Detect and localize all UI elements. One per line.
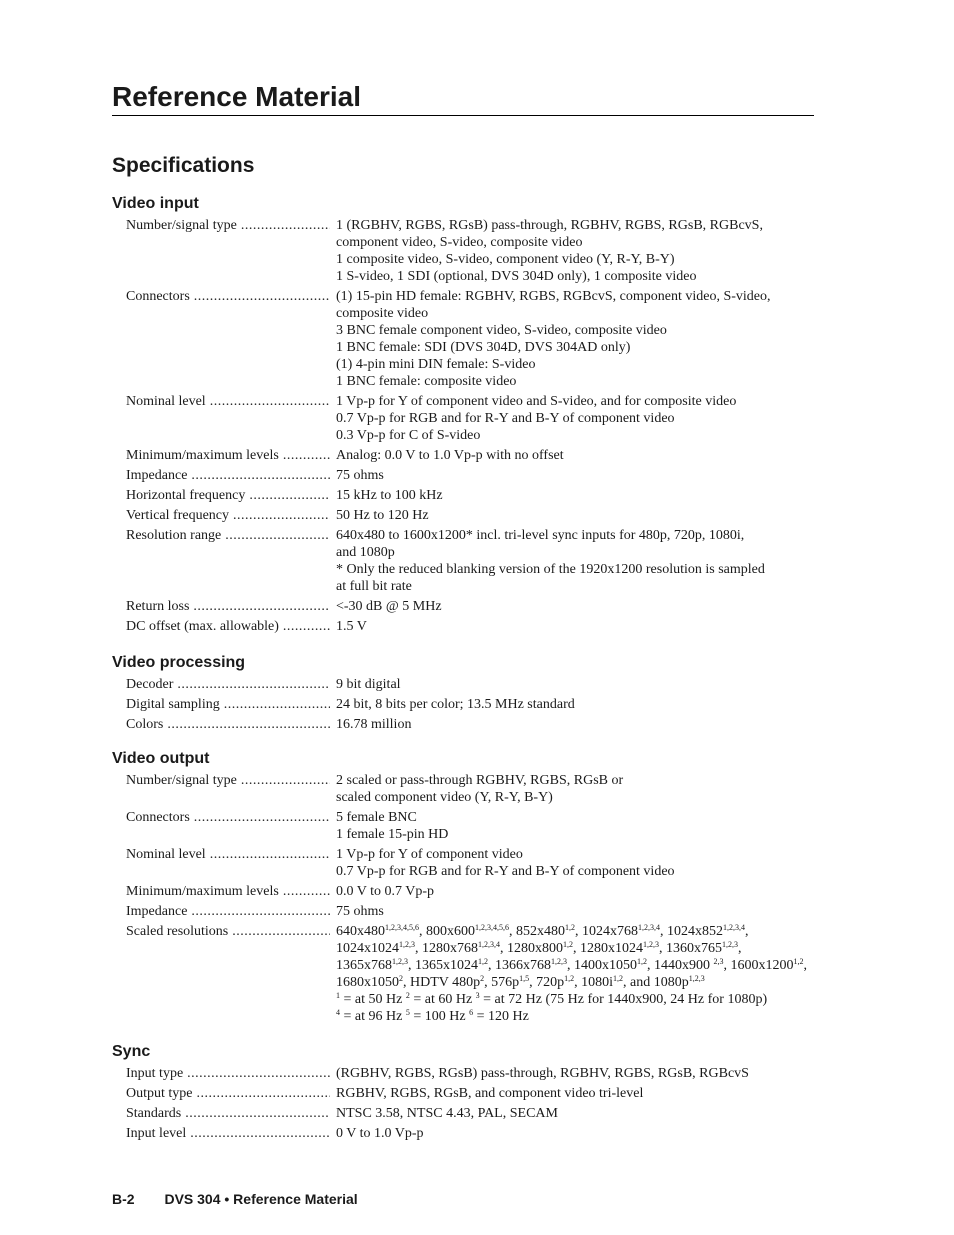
footnote-ref: 6 [469, 1008, 474, 1017]
spec-value [336, 393, 816, 444]
footnote-ref: 1,2 [793, 957, 804, 966]
resolution-text: = at 96 Hz [340, 1009, 406, 1024]
spec-value [336, 618, 816, 635]
spec-label: Impedance ..... [126, 903, 330, 920]
spec-value [336, 487, 816, 504]
spec-label: Nominal level ..... [126, 393, 330, 444]
footnote-ref: 1,2 [613, 974, 624, 983]
spec-value-line: * Only the reduced blanking version of the 1920x1200 resolution is sampled [336, 562, 765, 577]
footnote-ref: 5 [405, 1008, 410, 1017]
spec-value-line: 9 bit digital [336, 677, 401, 692]
footnote-ref: 3 [475, 991, 480, 1000]
spec-value-line: (1) 4-pin mini DIN female: S-video [336, 357, 536, 372]
spec-value [336, 527, 816, 595]
spec-row [126, 467, 816, 484]
spec-value [336, 1105, 816, 1122]
spec-row [126, 696, 816, 713]
spec-value-line: 1 BNC female: composite video [336, 374, 517, 389]
page-number: B-2 [112, 1191, 135, 1207]
scaled-resolution-line [336, 1008, 816, 1025]
footnote-ref: 1,2,3 [399, 940, 415, 949]
resolution-text: , and 1080p [623, 975, 689, 990]
sync-heading: Sync [112, 1043, 151, 1060]
spec-row [126, 507, 816, 524]
spec-value [336, 467, 816, 484]
spec-value-line: 640x480 to 1600x1200* incl. tri-level sync inputs for 480p, 720p, 1080i, [336, 528, 745, 543]
spec-value-line: 15 kHz to 100 kHz [336, 488, 443, 503]
resolution-text: , 1024x852 [660, 924, 723, 939]
spec-label: Decoder ..... [126, 676, 330, 693]
spec-value-line: 75 ohms [336, 468, 384, 483]
sync-list [126, 1065, 816, 1145]
scaled-resolution-line [336, 923, 816, 940]
spec-row [126, 809, 816, 843]
spec-row [126, 393, 816, 444]
spec-label: Output type ..... [126, 1085, 330, 1102]
footnote-ref: 1,2,3 [392, 957, 408, 966]
resolution-text: , 1360x765 [659, 941, 722, 956]
spec-row [126, 716, 816, 733]
spec-row [126, 903, 816, 920]
spec-value-line: 1 female 15-pin HD [336, 827, 449, 842]
spec-value-line: 3 BNC female component video, S-video, composite video [336, 323, 667, 338]
footnote-ref: 1,2,3,4,5,6 [475, 923, 509, 932]
spec-value-line: 50 Hz to 120 Hz [336, 508, 429, 523]
footnote-ref: 2 [405, 991, 410, 1000]
resolution-text: , 1280x768 [415, 941, 478, 956]
resolution-text: , 1400x1050 [567, 958, 637, 973]
footnote-ref: 1,2,3 [688, 974, 705, 983]
spec-value [336, 923, 816, 1025]
footnote-ref: 1,2,3 [722, 940, 738, 949]
scaled-resolution-line [336, 991, 816, 1008]
spec-row [126, 217, 816, 285]
footnote-ref: 1,2 [565, 923, 575, 932]
footnote-ref: 1,2,3,4 [723, 923, 745, 932]
resolution-text: 1024x1024 [336, 941, 399, 956]
spec-value [336, 288, 816, 390]
spec-value-line: scaled component video (Y, R-Y, B-Y) [336, 790, 553, 805]
spec-label: Number/signal type ..... [126, 217, 330, 285]
footnote-ref: 1,2,3,4 [478, 940, 500, 949]
footnote-ref: 1,2,3 [643, 940, 659, 949]
spec-row [126, 288, 816, 390]
spec-value-line: RGBHV, RGBS, RGsB, and component video tri-level [336, 1086, 644, 1101]
spec-value-line: 5 female BNC [336, 810, 417, 825]
footnote-ref: 1,2 [564, 974, 575, 983]
video-output-list [126, 772, 816, 1028]
spec-row [126, 487, 816, 504]
spec-value-line: 0.3 Vp-p for C of S-video [336, 428, 481, 443]
spec-value [336, 809, 816, 843]
spec-value-line: 75 ohms [336, 904, 384, 919]
spec-row [126, 846, 816, 880]
resolution-text: , [803, 958, 807, 973]
spec-value-line: 2 scaled or pass-through RGBHV, RGBS, RGsB or [336, 773, 624, 788]
spec-label: Input type ..... [126, 1065, 330, 1082]
resolution-text: 640x480 [336, 924, 385, 939]
spec-value-line: <-30 dB @ 5 MHz [336, 599, 442, 614]
video-input-list [126, 217, 816, 638]
spec-value-line: 24 bit, 8 bits per color; 13.5 MHz standard [336, 697, 575, 712]
footnote-ref: 1,2,3 [551, 957, 567, 966]
spec-label: Scaled resolutions ..... [126, 923, 330, 1025]
spec-value [336, 676, 816, 693]
footnote-ref: 1,2,3,4 [638, 923, 660, 932]
footnote-ref: 1 [336, 991, 340, 1000]
spec-value [336, 716, 816, 733]
resolution-text: , 1080i [574, 975, 614, 990]
spec-value-line: 1 composite video, S-video, component video (Y, R-Y, B-Y) [336, 252, 675, 267]
spec-value-line: 1 Vp-p for Y of component video [336, 847, 523, 862]
spec-row [126, 883, 816, 900]
footnote-ref: 2,3 [713, 957, 724, 966]
resolution-text: = 100 Hz [409, 1009, 470, 1024]
spec-value-line: Analog: 0.0 V to 1.0 Vp-p with no offset [336, 448, 564, 463]
spec-label: Horizontal frequency ..... [126, 487, 330, 504]
spec-row [126, 527, 816, 595]
spec-value-line: 1 Vp-p for Y of component video and S-video, and for composite video [336, 394, 737, 409]
resolution-text: , 1365x1024 [408, 958, 478, 973]
video-output-heading: Video output [112, 750, 210, 767]
spec-label: Minimum/maximum levels ..... [126, 883, 330, 900]
spec-row [126, 1085, 816, 1102]
spec-label: Number/signal type ..... [126, 772, 330, 806]
spec-value-line: component video, S-video, composite video [336, 235, 583, 250]
spec-value [336, 903, 816, 920]
video-input-heading: Video input [112, 195, 199, 212]
spec-row [126, 772, 816, 806]
resolution-text: , 1024x768 [575, 924, 638, 939]
spec-row [126, 1105, 816, 1122]
spec-label: Return loss ..... [126, 598, 330, 615]
spec-value-line: 1 S-video, 1 SDI (optional, DVS 304D only), 1 composite video [336, 269, 697, 284]
spec-label: Nominal level ..... [126, 846, 330, 880]
spec-value-line: 0.7 Vp-p for RGB and for R-Y and B-Y of component video [336, 411, 675, 426]
spec-value [336, 1125, 816, 1142]
spec-value-line: 1 (RGBHV, RGBS, RGsB) pass-through, RGBHV, RGBS, RGsB, RGBcvS, [336, 218, 763, 233]
spec-label: Input level ..... [126, 1125, 330, 1142]
resolution-text: 1680x1050 [336, 975, 399, 990]
spec-value [336, 217, 816, 285]
spec-value-line: 16.78 million [336, 717, 412, 732]
spec-value-line: 0.0 V to 0.7 Vp-p [336, 884, 435, 899]
spec-row [126, 1065, 816, 1082]
video-processing-heading: Video processing [112, 654, 246, 671]
spec-value [336, 846, 816, 880]
spec-value [336, 447, 816, 464]
footnote-ref: 1,5 [519, 974, 530, 983]
spec-value-line: 1 BNC female: SDI (DVS 304D, DVS 304AD only) [336, 340, 631, 355]
spec-label: Connectors ..... [126, 809, 330, 843]
spec-value [336, 598, 816, 615]
resolution-text: , 1280x800 [500, 941, 563, 956]
spec-value [336, 1065, 816, 1082]
resolution-text: 1365x768 [336, 958, 392, 973]
scaled-resolution-line [336, 940, 816, 957]
resolution-text: = at 50 Hz [340, 992, 406, 1007]
spec-label: Digital sampling ..... [126, 696, 330, 713]
spec-value-line: (1) 15-pin HD female: RGBHV, RGBS, RGBcvS, component video, S-video, [336, 289, 771, 304]
spec-value-line: and 1080p [336, 545, 395, 560]
spec-row [126, 598, 816, 615]
spec-value-line: 0.7 Vp-p for RGB and for R-Y and B-Y of component video [336, 864, 675, 879]
footnote-ref: 2 [480, 974, 485, 983]
spec-value [336, 883, 816, 900]
resolution-text: , [745, 924, 749, 939]
video-processing-list [126, 676, 816, 736]
footnote-ref: 1,2,3,4,5,6 [385, 923, 419, 932]
spec-value [336, 507, 816, 524]
spec-label: Impedance ..... [126, 467, 330, 484]
footnote-ref: 4 [336, 1008, 340, 1017]
resolution-text: , 1600x1200 [723, 958, 794, 973]
spec-label: Vertical frequency ..... [126, 507, 330, 524]
scaled-resolution-line [336, 957, 816, 974]
resolution-text: = 120 Hz [473, 1009, 529, 1024]
spec-row-scaled-resolutions [126, 923, 816, 1025]
spec-value-line: 1.5 V [336, 619, 367, 634]
page-footer [112, 1190, 358, 1208]
spec-value [336, 1085, 816, 1102]
footnote-ref: 1,2 [563, 940, 573, 949]
spec-value-line: (RGBHV, RGBS, RGsB) pass-through, RGBHV, RGBS, RGsB, RGBcvS [336, 1066, 749, 1081]
resolution-text: = at 60 Hz [409, 992, 476, 1007]
spec-value-line: NTSC 3.58, NTSC 4.43, PAL, SECAM [336, 1106, 558, 1121]
spec-value [336, 696, 816, 713]
spec-label: DC offset (max. allowable) ..... [126, 618, 330, 635]
section-title: Specifications [112, 154, 255, 177]
footer-doc-title: DVS 304 • Reference Material [164, 1191, 358, 1207]
resolution-text: , 800x600 [419, 924, 475, 939]
spec-label: Resolution range ..... [126, 527, 330, 595]
resolution-text: , 1366x768 [488, 958, 551, 973]
resolution-text: , HDTV 480p [403, 975, 481, 990]
spec-label: Colors ..... [126, 716, 330, 733]
resolution-text: = at 72 Hz (75 Hz for 1440x900, 24 Hz for 1080p) [479, 992, 768, 1007]
spec-value-line: at full bit rate [336, 579, 412, 594]
spec-row [126, 676, 816, 693]
spec-row [126, 1125, 816, 1142]
resolution-text: , 720p [529, 975, 565, 990]
spec-row [126, 618, 816, 635]
spec-label: Connectors ..... [126, 288, 330, 390]
spec-value [336, 772, 816, 806]
resolution-text: , 1280x1024 [573, 941, 643, 956]
spec-value-line: composite video [336, 306, 429, 321]
resolution-text: , 1440x900 [647, 958, 714, 973]
resolution-text: , [738, 941, 742, 956]
scaled-resolution-line [336, 974, 816, 991]
footnote-ref: 2 [399, 974, 403, 983]
spec-label: Minimum/maximum levels ..... [126, 447, 330, 464]
page-title: Reference Material [112, 79, 814, 116]
spec-value-line: 0 V to 1.0 Vp-p [336, 1126, 424, 1141]
resolution-text: , 576p [484, 975, 520, 990]
spec-label: Standards ..... [126, 1105, 330, 1122]
footnote-ref: 1,2 [637, 957, 647, 966]
spec-row [126, 447, 816, 464]
footnote-ref: 1,2 [478, 957, 488, 966]
resolution-text: , 852x480 [509, 924, 565, 939]
